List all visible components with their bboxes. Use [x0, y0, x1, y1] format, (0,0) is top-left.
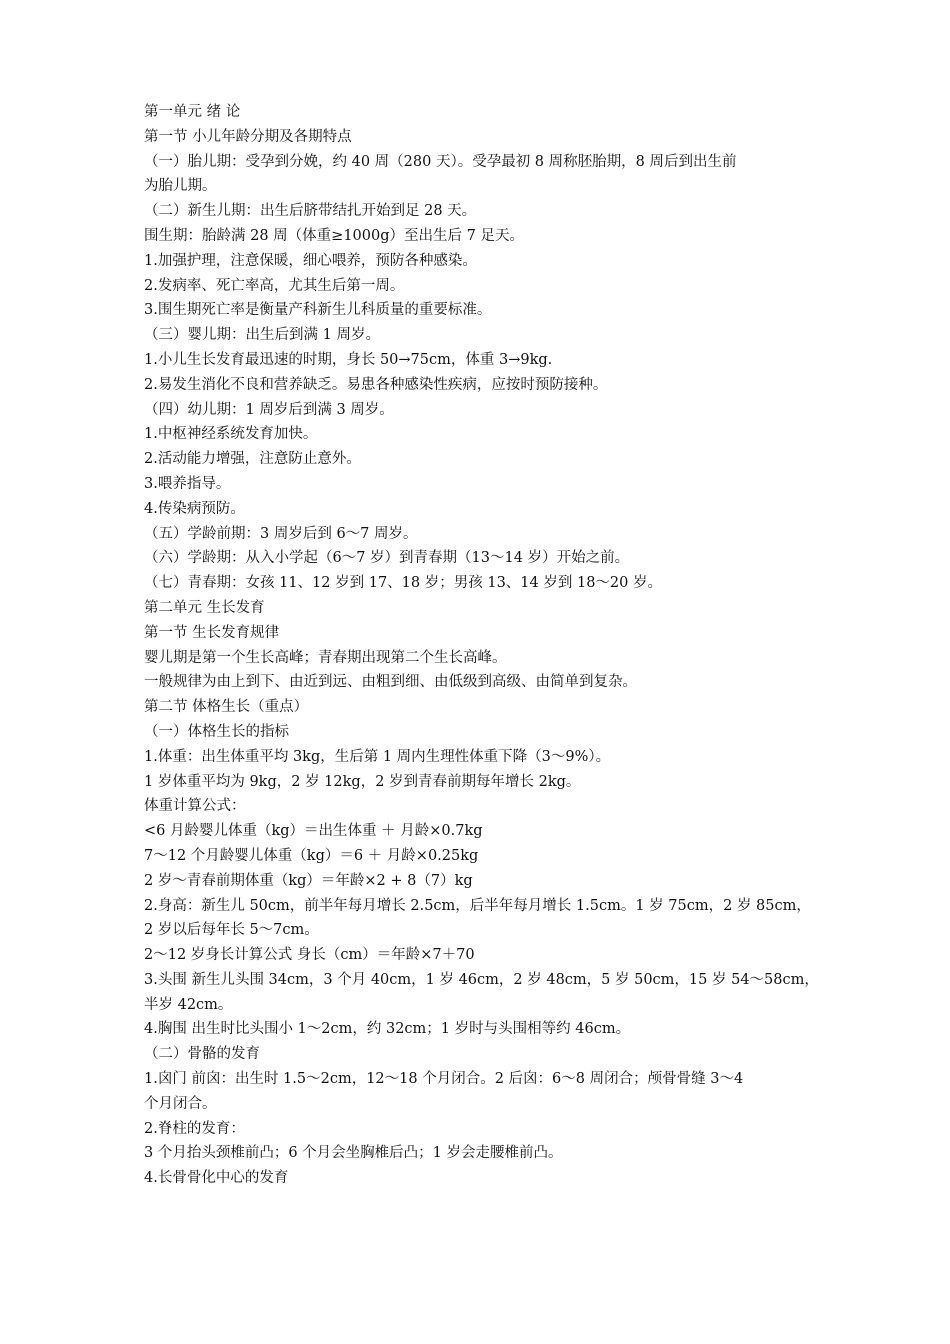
text-line: （五）学龄前期：3 周岁后到 6～7 周岁。	[144, 525, 418, 542]
text-line: 体重计算公式：	[144, 798, 246, 815]
text-line: （六）学龄期：从入小学起（6～7 岁）到青春期（13～14 岁）开始之前。	[144, 550, 630, 567]
text-line: 3.围生期死亡率是衡量产科新生儿科质量的重要标准。	[144, 302, 492, 319]
text-line: 1.中枢神经系统发育加快。	[144, 426, 318, 443]
text-line: 个月闭合。	[144, 1095, 217, 1112]
text-line: 3.头围 新生儿头围 34cm，3 个月 40cm，1 岁 46cm，2 岁 48cm，5 岁 50cm，15 岁 54～58cm，	[144, 971, 819, 988]
unit-title: 第二单元 生长发育	[144, 599, 265, 616]
text-line: 围生期：胎龄满 28 周（体重≥1000g）至出生后 7 足天。	[144, 227, 524, 244]
text-line: 1.加强护理，注意保暖，细心喂养，预防各种感染。	[144, 252, 477, 269]
text-line: 2 岁以后每年长 5～7cm。	[144, 922, 319, 939]
text-line: 4.传染病预防。	[144, 500, 245, 517]
formula-line: 7～12 个月龄婴儿体重（kg）＝6 ＋ 月龄×0.25kg	[144, 847, 479, 864]
text-line: 1.体重：出生体重平均 3kg，生后第 1 周内生理性体重下降（3～9%）。	[144, 748, 611, 765]
text-line: 3 个月抬头颈椎前凸；6 个月会坐胸椎后凸；1 岁会走腰椎前凸。	[144, 1145, 563, 1162]
text-line: 半岁 42cm。	[144, 996, 233, 1013]
text-line: （二）骨骼的发育	[144, 1046, 260, 1063]
text-line: （三）婴儿期：出生后到满 1 周岁。	[144, 327, 380, 344]
text-line: （七）青春期：女孩 11、12 岁到 17、18 岁；男孩 13、14 岁到 18～20 岁。	[144, 575, 662, 592]
text-line: 为胎儿期。	[144, 178, 217, 195]
text-line: 3.喂养指导。	[144, 475, 231, 492]
text-line: （一）体格生长的指标	[144, 723, 289, 740]
section-heading: 第一节 生长发育规律	[144, 624, 280, 641]
unit-title: 第一单元 绪 论	[144, 104, 241, 120]
text-line: 2.发病率、死亡率高，尤其生后第一周。	[144, 277, 405, 294]
formula-line: 2～12 岁身长计算公式 身长（cm）＝年龄×7＋70	[144, 947, 475, 964]
text-line: 2.身高：新生儿 50cm，前半年每月增长 2.5cm，后半年每月增长 1.5cm。1 岁 75cm，2 岁 85cm，	[144, 897, 811, 914]
text-line: 4.长骨骨化中心的发育	[144, 1170, 289, 1187]
text-line: 4.胸围 出生时比头围小 1～2cm，约 32cm；1 岁时与头围相等约 46cm。	[144, 1021, 631, 1038]
text-line: 1.囟门 前囟：出生时 1.5～2cm，12～18 个月闭合。2 后囟：6～8 周闭合；颅骨骨缝 3～4	[144, 1071, 744, 1088]
text-line: （一）胎儿期：受孕到分娩，约 40 周（280 天）。受孕最初 8 周称胚胎期，8 周后到出生前	[144, 153, 737, 170]
section-heading: 第二节 体格生长（重点）	[144, 699, 309, 716]
text-line: 婴儿期是第一个生长高峰；青春期出现第二个生长高峰。	[144, 649, 507, 666]
document-page	[144, 100, 820, 1191]
text-line: 1 岁体重平均为 9kg，2 岁 12kg，2 岁到青春前期每年增长 2kg。	[144, 773, 581, 790]
text-line: 2.脊柱的发育：	[144, 1120, 245, 1137]
text-line: 2.易发生消化不良和营养缺乏。易患各种感染性疾病，应按时预防接种。	[144, 376, 608, 393]
text-line: 2.活动能力增强，注意防止意外。	[144, 451, 361, 468]
section-heading: 第一节 小儿年龄分期及各期特点	[144, 128, 352, 145]
text-line: （二）新生儿期：出生后脐带结扎开始到足 28 天。	[144, 203, 477, 220]
text-line: 一般规律为由上到下、由近到远、由粗到细、由低级到高级、由简单到复杂。	[144, 674, 637, 691]
formula-line: 2 岁～青春前期体重（kg）＝年龄×2 + 8（7）kg	[144, 872, 473, 889]
text-line: （四）幼儿期：1 周岁后到满 3 周岁。	[144, 401, 394, 418]
text-line: 1.小儿生长发育最迅速的时期，身长 50→75cm，体重 3→9kg.	[144, 351, 553, 368]
formula-line: <6 月龄婴儿体重（kg）＝出生体重 ＋ 月龄×0.7kg	[144, 823, 483, 840]
